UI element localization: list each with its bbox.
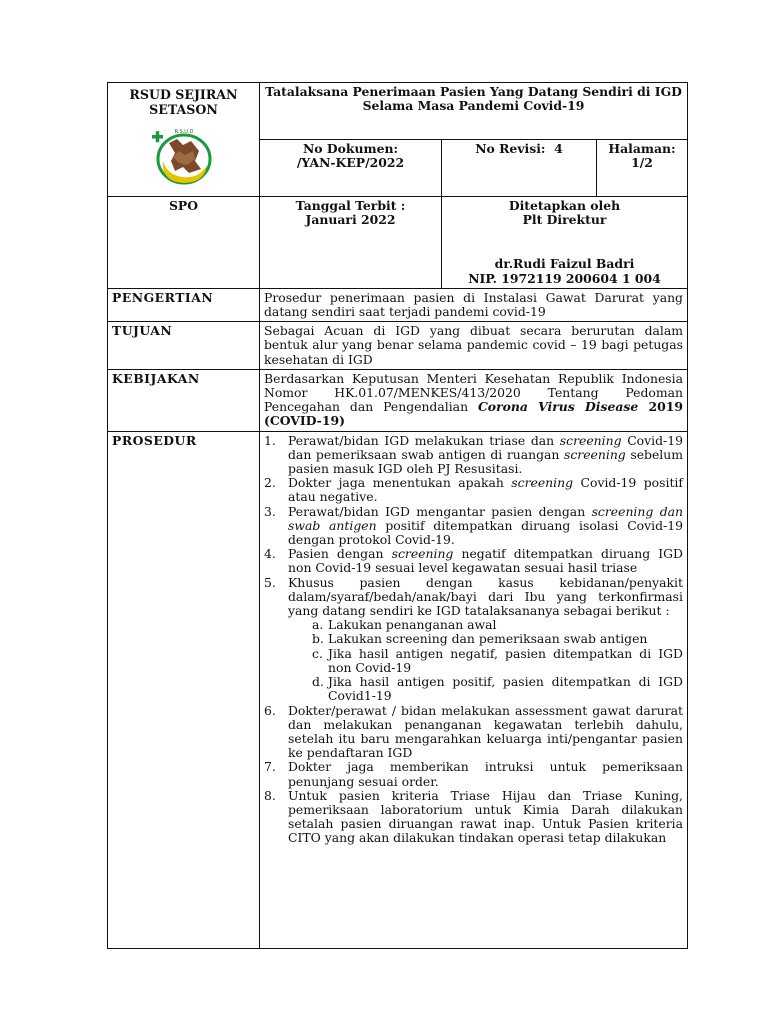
pengertian-label: PENGERTIAN [108,288,260,321]
procedure-step-6: 6. Dokter/perawat / bidan melakukan assessment gawat darurat dan melakukan penanganan kegawatan terlebih dahulu, setelah itu baru mengarahkan keluarga inti/pengantar pasien ke pendaftaran IGD [264,702,683,761]
signer-nip: NIP. 1972119 200604 1 004 [468,270,661,286]
procedure-step-4: 4. Pasien dengan screening negatif ditempatkan diruang IGD non Covid-19 sesuai level kegawatan sesuai hasil triase [264,546,683,576]
doc-number-cell [260,140,442,197]
tujuan-text: Sebagai Acuan di IGD yang dibuat secara berurutan dalam bentuk alur yang benar selama pandemic covid – 19 bagi petugas kesehatan di IGD [260,322,688,370]
revision-cell [442,140,597,197]
kebijakan-label: KEBIJAKAN [108,369,260,431]
document-title: Tatalaksana Penerimaan Pasien Yang Datang Sendiri di IGD Selama Masa Pandemi Covid-19 [260,83,688,140]
procedure-list [264,434,683,846]
substep-d: d. Jika hasil antigen positif, pasien ditempatkan di IGD Covid1-19 [312,674,683,704]
issue-date-label: Tanggal Terbit : [295,198,406,213]
prosedur-cell [260,431,688,948]
substep-a: a. Lakukan penanganan awal [312,617,497,633]
kebijakan-text: Berdasarkan Keputusan Menteri Kesehatan Republik Indonesia Nomor HK.01.07/MENKES/413/2020 Tentang Pedoman Pencegahan dan Pengendalian Corona Virus Disease 2019 (COVID-19) [260,369,688,431]
revision-value: 4 [554,141,563,156]
substep-c: c. Jika hasil antigen negatif, pasien ditempatkan di IGD non Covid-19 [312,645,683,675]
procedure-step-2: 2. Dokter jaga menentukan apakah screening Covid-19 positif atau negative. [264,475,683,505]
approver-position: Plt Direktur [522,212,607,228]
spo-table [107,82,688,949]
page-label: Halaman: [608,141,676,156]
logo-text: R.S.U.D [174,129,193,135]
approval-cell [442,197,688,289]
prosedur-label: PROSEDUR [108,431,260,948]
issue-date-cell [260,197,442,289]
procedure-step-5: 5. Khusus pasien dengan kasus kebidanan/penyakit dalam/syaraf/bedah/anak/bayi dari Ibu yang terkonfirmasi yang datang sendiri ke IGD tatalaksananya sebagai berikut : a. Lakukan penanganan awal b. Lakukan screening dan pemeriksaan swab antigen c. Jika hasil antigen negatif, pasien ditempatkan di IGD non Covid-19 d. Jika hasil antigen positif, pasien ditempatkan di IGD Covid1-19 [264,574,683,704]
procedure-step-7: 7. Dokter jaga memberikan intruksi untuk pemeriksaan penunjang sesuai order. [264,759,683,789]
procedure-step-8: 8. Untuk pasien kriteria Triase Hijau dan Triase Kuning, pemeriksaan laboratorium untuk Kimia Darah dilakukan setalah pasien diruangan rawat inap. Untuk Pasien kriteria CITO yang akan dilakukan tindakan operasi tetap dilakukan [264,787,683,846]
procedure-step-3: 3. Perawat/bidan IGD mengantar pasien dengan screening dan swab antigen positif ditempatkan diruang isolasi Covid-19 dengan protokol Covid-19. [264,503,683,548]
substep-b: b. Lakukan screening dan pemeriksaan swab antigen [312,631,648,647]
page-value: 1/2 [631,155,653,171]
page-cell [597,140,688,197]
revision-label: No Revisi: [475,141,546,156]
hospital-cell [108,83,260,197]
spo-label: SPO [108,197,260,289]
tujuan-label: TUJUAN [108,322,260,370]
signer-name: dr.Rudi Faizul Badri [494,256,635,272]
doc-number-value: /YAN-KEP/2022 [296,155,405,171]
hospital-name: RSUD SEJIRAN SETASON [129,87,238,117]
pengertian-text: Prosedur penerimaan pasien di Instalasi Gawat Darurat yang datang sendiri saat terjadi pandemi covid-19 [260,288,688,321]
procedure-step-1: 1. Perawat/bidan IGD melakukan triase dan screening Covid-19 dan pemeriksaan swab antigen di ruangan screening sebelum pasien masuk IGD oleh PJ Resusitasi. [264,432,683,477]
approved-by: Ditetapkan oleh [508,198,621,213]
doc-number-label: No Dokumen: [302,141,399,156]
issue-date-value: Januari 2022 [305,212,396,228]
hospital-logo-icon [149,121,219,187]
procedure-substeps [288,618,683,703]
